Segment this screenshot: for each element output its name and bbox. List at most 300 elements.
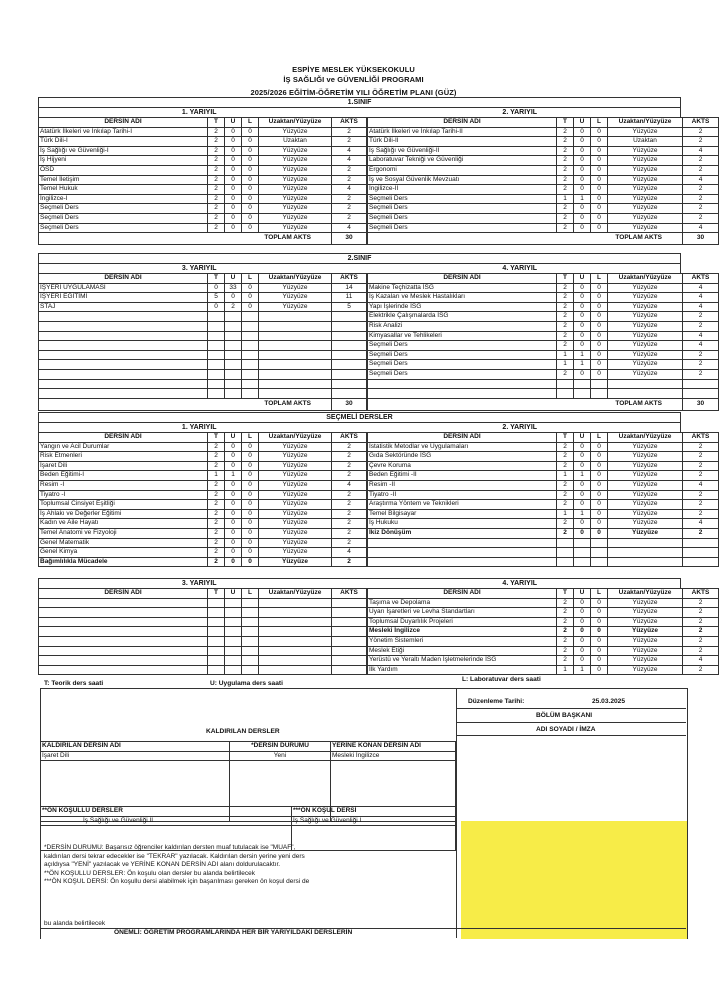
table-row [39, 146, 367, 156]
cell-akts: 2 [332, 175, 367, 185]
cell-akts: 2 [683, 528, 719, 538]
cell-t: 2 [208, 194, 225, 204]
cell-l: 0 [591, 293, 608, 303]
cell-akts: 2 [683, 369, 719, 379]
col-header-l: L [242, 118, 259, 128]
empty-row [39, 312, 367, 322]
cell-mode: Yüzyüze [259, 146, 332, 156]
note-3: açıldıysa "YENİ" yazılacak ve YERİNE KONAN DERSİN ADI alanı doldurulacaktır. [44, 861, 281, 868]
cell-akts: 2 [683, 500, 719, 510]
cell-name: Genel Matematik [39, 538, 208, 548]
cell-akts: 2 [683, 350, 719, 360]
prereq-col2: ***ÖN KOŞUL DERSİ [292, 807, 456, 817]
col-header-name: DERSİN ADI [39, 433, 208, 443]
cell-t: 2 [557, 146, 574, 156]
semester4-table [367, 273, 719, 411]
elective-block-2 [38, 578, 710, 675]
cell-name: İşaret Dili [39, 461, 208, 471]
cell-l: 0 [242, 127, 259, 137]
cell-u: 0 [225, 146, 242, 156]
cell-name: Beden Eğitimi -II [368, 471, 557, 481]
cell-akts: 11 [332, 293, 367, 303]
empty-row [39, 656, 367, 666]
sig-line-1 [456, 708, 686, 709]
table-row [39, 519, 367, 529]
table-row [368, 223, 719, 233]
cell-akts: 2 [332, 127, 367, 137]
cell-name: İngilizce-II [368, 185, 557, 195]
cell-u: 0 [574, 617, 591, 627]
table-row [39, 538, 367, 548]
table-row [368, 194, 719, 204]
elective-sem4-label: 4. YARIYIL [502, 580, 538, 587]
cell-name: Mesleki İngilizce [368, 627, 557, 637]
table-row [368, 617, 719, 627]
col-header-u: U [225, 589, 242, 599]
cell-mode: Yüzyüze [608, 321, 683, 331]
class1-block [38, 97, 710, 245]
cell-akts: 2 [332, 509, 367, 519]
cell-akts: 2 [332, 471, 367, 481]
cell-l: 0 [591, 471, 608, 481]
cell-akts: 2 [683, 461, 719, 471]
cell-t: 2 [557, 369, 574, 379]
cell-mode: Yüzyüze [259, 500, 332, 510]
cell-mode: Yüzyüze [608, 194, 683, 204]
cell-mode: Yüzyüze [608, 369, 683, 379]
cell-mode: Yüzyüze [608, 598, 683, 608]
cell-akts: 2 [332, 165, 367, 175]
cell-akts: 2 [683, 471, 719, 481]
table-row [39, 500, 367, 510]
cell-u: 0 [574, 369, 591, 379]
cell-u: 0 [574, 137, 591, 147]
empty-row [39, 646, 367, 656]
cell-akts: 4 [332, 548, 367, 558]
col-header-akts: AKTS [332, 118, 367, 128]
cell-u: 0 [225, 480, 242, 490]
notes-block [44, 844, 454, 887]
cell-u: 0 [574, 283, 591, 293]
cell-akts: 2 [683, 490, 719, 500]
cell-l: 0 [591, 369, 608, 379]
cell-t: 1 [557, 360, 574, 370]
cell-l: 0 [242, 538, 259, 548]
cell-u: 0 [574, 293, 591, 303]
cell-l: 0 [591, 360, 608, 370]
empty-row [368, 557, 719, 567]
cell-l: 0 [591, 665, 608, 675]
cell-l: 0 [591, 500, 608, 510]
date-value: 25.03.2025 [592, 698, 626, 705]
col-header-akts: AKTS [332, 274, 367, 284]
note-4: **ÖN KOŞULLU DERSLER: Ön koşulu olan dersler bu alanda belirtilecek [44, 869, 255, 877]
empty-row [368, 548, 719, 558]
table-row [368, 146, 719, 156]
cell-t: 2 [208, 480, 225, 490]
cell-mode: Yüzyüze [608, 293, 683, 303]
cell-name: İş Kazaları ve Meslek Hastalıkları [368, 293, 557, 303]
cell-l: 0 [242, 185, 259, 195]
cell-t: 2 [208, 461, 225, 471]
cell-akts: 2 [332, 204, 367, 214]
cell-u: 0 [574, 213, 591, 223]
cell-u: 0 [574, 519, 591, 529]
total-akts: 30 [332, 233, 367, 245]
cell-akts: 2 [332, 500, 367, 510]
cell-mode: Yüzyüze [608, 213, 683, 223]
cell-akts: 4 [332, 146, 367, 156]
cell-name: Genel Kimya [39, 548, 208, 558]
col-header-t: T [208, 433, 225, 443]
cell-l: 0 [591, 608, 608, 618]
cell-mode: Yüzyüze [259, 480, 332, 490]
col-header-t: T [208, 274, 225, 284]
cell-name: Risk Etmenleri [39, 452, 208, 462]
empty-row [39, 665, 367, 675]
table-row [39, 283, 367, 293]
cell-name: İş Hukuku [368, 519, 557, 529]
elective-sem3-label: 3. YARIYIL [181, 580, 217, 587]
prereq-col1: **ÖN KOŞULLU DERSLER [41, 807, 292, 817]
cell-akts: 2 [683, 127, 719, 137]
col-header-mode: Uzaktan/Yüzyüze [259, 274, 332, 284]
cell-t: 2 [557, 461, 574, 471]
cell-mode: Yüzyüze [259, 471, 332, 481]
cell-akts: 2 [683, 312, 719, 322]
table-row [368, 461, 719, 471]
cell-t: 2 [557, 528, 574, 538]
cell-name: Yerüstü ve Yeraltı Maden İşletmelerinde İSG [368, 656, 557, 666]
cell-mode: Yüzyüze [259, 213, 332, 223]
cell-mode: Yüzyüze [259, 548, 332, 558]
cell-mode: Yüzyüze [608, 471, 683, 481]
table-row [39, 480, 367, 490]
total-label: TOPLAM AKTS [368, 233, 683, 245]
removed-col1: KALDIRILAN DERSİN ADI [41, 742, 230, 752]
cell-u: 0 [225, 213, 242, 223]
program-name: İŞ SAĞLIĞI ve GÜVENLİĞİ PROGRAMI [283, 75, 424, 84]
cell-u: 0 [574, 165, 591, 175]
cell-t: 2 [208, 223, 225, 233]
cell-t: 2 [557, 312, 574, 322]
cell-name: İş Hijyeni [39, 156, 208, 166]
cell-u: 0 [225, 548, 242, 558]
col-header-akts: AKTS [332, 589, 367, 599]
cell-mode: Yüzyüze [259, 452, 332, 462]
cell-name: Ergonomi [368, 165, 557, 175]
cell-name: Kadın ve Aile Hayatı [39, 519, 208, 529]
cell-l: 0 [591, 194, 608, 204]
table-row [368, 137, 719, 147]
cell-t: 2 [557, 156, 574, 166]
cell-l: 0 [242, 519, 259, 529]
cell-name: Atatürk İlkeleri ve İnkılap Tarihi-II [368, 127, 557, 137]
elective-block [38, 412, 710, 567]
important-note: ÖNEMLİ: ÖĞRETİM PROGRAMLARINDA HER BİR YARIYILDAKİ DERSLERİN [114, 929, 353, 936]
cell-l: 0 [242, 528, 259, 538]
col-header-t: T [557, 274, 574, 284]
cell-u: 0 [225, 137, 242, 147]
cell-mode: Yüzyüze [608, 360, 683, 370]
cell-mode: Yüzyüze [259, 175, 332, 185]
col-header-mode: Uzaktan/Yüzyüze [259, 118, 332, 128]
cell-mode: Yüzyüze [608, 223, 683, 233]
cell-t: 2 [557, 442, 574, 452]
cell-u: 0 [225, 519, 242, 529]
note-1: *DERSİN DURUMU: Başarısız öğrenciler kaldırılan dersten muaf tutulacak ise "MUAF", [44, 844, 296, 851]
cell-t: 2 [208, 175, 225, 185]
cell-akts: 2 [683, 452, 719, 462]
cell-name: Seçmeli Ders [39, 213, 208, 223]
cell-u: 0 [574, 490, 591, 500]
cell-t: 2 [557, 127, 574, 137]
cell-name: Yangın ve Acil Durumlar [39, 442, 208, 452]
table-row [39, 461, 367, 471]
table-row [39, 509, 367, 519]
cell-l: 0 [591, 617, 608, 627]
cell-l: 0 [591, 312, 608, 322]
sig-line-3 [456, 735, 686, 736]
cell-name: Resim -II [368, 480, 557, 490]
table-row [368, 213, 719, 223]
cell-l: 0 [591, 598, 608, 608]
cell-name: Tiyatro -II [368, 490, 557, 500]
semester4-label: 4. YARIYIL [502, 265, 538, 272]
cell-u: 0 [225, 127, 242, 137]
cell-l: 0 [242, 204, 259, 214]
prereq-required: İş Sağlığı ve Güvenliği I [292, 816, 456, 826]
class2-title: 2.SINIF [38, 253, 681, 264]
col-header-mode: Uzaktan/Yüzyüze [608, 118, 683, 128]
cell-u: 2 [225, 302, 242, 312]
cell-l: 0 [591, 461, 608, 471]
table-row [39, 557, 367, 567]
cell-l: 0 [591, 636, 608, 646]
col-header-t: T [557, 589, 574, 599]
cell-u: 0 [574, 302, 591, 312]
table-row [368, 127, 719, 137]
cell-akts: 4 [683, 656, 719, 666]
cell-t: 1 [557, 194, 574, 204]
cell-l: 0 [591, 490, 608, 500]
cell-t: 2 [208, 442, 225, 452]
cell-akts: 2 [332, 442, 367, 452]
cell-l: 0 [242, 146, 259, 156]
cell-l: 0 [242, 509, 259, 519]
cell-akts: 2 [332, 490, 367, 500]
cell-l: 0 [591, 480, 608, 490]
col-header-name: DERSİN ADI [368, 433, 557, 443]
role-label: BÖLÜM BAŞKANI [536, 712, 593, 719]
cell-t: 2 [557, 223, 574, 233]
cell-u: 0 [225, 185, 242, 195]
cell-l: 0 [591, 509, 608, 519]
col-header-t: T [208, 589, 225, 599]
table-row [368, 321, 719, 331]
cell-name: Bağımlılıkla Mücadele [39, 557, 208, 567]
cell-l: 0 [242, 480, 259, 490]
cell-mode: Yüzyüze [259, 557, 332, 567]
table-row [368, 204, 719, 214]
removed-title: KALDIRILAN DERSLER [206, 728, 280, 735]
cell-mode: Yüzyüze [259, 283, 332, 293]
cell-t: 2 [208, 490, 225, 500]
semester1-label: 1. YARIYIL [181, 109, 217, 116]
cell-mode: Yüzyüze [259, 442, 332, 452]
cell-u: 0 [225, 442, 242, 452]
legend-l: L: Laboratuvar ders saati [462, 676, 541, 683]
cell-name: İngilizce-I [39, 194, 208, 204]
cell-akts: 2 [683, 213, 719, 223]
cell-akts: 2 [683, 665, 719, 675]
cell-name: Türk Dili-II [368, 137, 557, 147]
col-header-mode: Uzaktan/Yüzyüze [259, 433, 332, 443]
cell-t: 2 [557, 608, 574, 618]
elective-sem2-table [367, 432, 719, 567]
cell-t: 1 [208, 471, 225, 481]
col-header-u: U [225, 433, 242, 443]
bottom-divider [456, 688, 457, 938]
cell-u: 0 [574, 500, 591, 510]
cell-name: İş Sağlığı ve Güvenliği-II [368, 146, 557, 156]
school-name: ESPİYE MESLEK YÜKSEKOKULU [292, 65, 415, 74]
total-label: TOPLAM AKTS [368, 398, 683, 410]
table-row [368, 627, 719, 637]
cell-t: 2 [557, 165, 574, 175]
cell-t: 2 [208, 548, 225, 558]
col-header-u: U [574, 118, 591, 128]
table-row [368, 185, 719, 195]
cell-t: 2 [557, 331, 574, 341]
col-header-l: L [591, 274, 608, 284]
cell-t: 2 [557, 500, 574, 510]
cell-mode: Yüzyüze [608, 636, 683, 646]
cell-mode: Yüzyüze [608, 490, 683, 500]
empty-row [39, 360, 367, 370]
table-row [39, 156, 367, 166]
cell-t: 2 [208, 528, 225, 538]
cell-l: 0 [242, 213, 259, 223]
cell-l: 0 [242, 165, 259, 175]
cell-u: 1 [225, 471, 242, 481]
cell-name: Çevre Koruma [368, 461, 557, 471]
cell-mode: Yüzyüze [259, 127, 332, 137]
cell-akts: 2 [683, 442, 719, 452]
cell-u: 0 [574, 598, 591, 608]
col-header-u: U [225, 118, 242, 128]
cell-t: 2 [557, 636, 574, 646]
semester3-table [38, 273, 367, 411]
cell-l: 0 [242, 194, 259, 204]
cell-name: Seçmeli Ders [368, 223, 557, 233]
total-akts: 30 [332, 398, 367, 410]
elective-sem2-label: 2. YARIYIL [502, 424, 538, 431]
cell-mode: Yüzyüze [608, 528, 683, 538]
empty-row [39, 369, 367, 379]
cell-u: 0 [225, 490, 242, 500]
cell-akts: 2 [683, 156, 719, 166]
cell-u: 0 [574, 146, 591, 156]
cell-name: İstatistik Metodlar ve Uygulamaları [368, 442, 557, 452]
cell-akts: 14 [332, 283, 367, 293]
cell-t: 5 [208, 293, 225, 303]
cell-name: Seçmeli Ders [368, 369, 557, 379]
legend-t: T: Teorik ders saati [44, 680, 104, 687]
cell-akts: 2 [332, 213, 367, 223]
cell-akts: 2 [332, 194, 367, 204]
cell-t: 2 [557, 341, 574, 351]
cell-u: 0 [574, 646, 591, 656]
table-row [368, 519, 719, 529]
table-row [39, 528, 367, 538]
table-row [368, 341, 719, 351]
table-row [39, 137, 367, 147]
elective-sem1-label: 1. YARIYIL [181, 424, 217, 431]
cell-l: 0 [591, 302, 608, 312]
cell-u: 0 [574, 452, 591, 462]
cell-mode: Yüzyüze [608, 656, 683, 666]
table-row [368, 480, 719, 490]
cell-akts: 2 [683, 627, 719, 637]
cell-name: İlk Yardım [368, 665, 557, 675]
plan-title: 2025/2026 EĞİTİM-ÖĞRETİM YILI ÖĞRETİM PLANI (GÜZ) [250, 88, 457, 97]
cell-name: Toplumsal Duyarlılık Projeleri [368, 617, 557, 627]
cell-name: Taşıma ve Depolama [368, 598, 557, 608]
removed-col2: *DERSİN DURUMU [230, 742, 331, 752]
cell-l: 0 [242, 156, 259, 166]
cell-name: ÖSD [39, 165, 208, 175]
cell-l: 0 [591, 283, 608, 293]
empty-row [39, 379, 367, 389]
cell-l: 0 [591, 350, 608, 360]
cell-t: 2 [557, 480, 574, 490]
cell-t: 2 [557, 283, 574, 293]
cell-t: 2 [208, 185, 225, 195]
cell-mode: Yüzyüze [608, 283, 683, 293]
cell-t: 2 [557, 598, 574, 608]
cell-mode: Yüzyüze [608, 204, 683, 214]
cell-name: Türk Dili-I [39, 137, 208, 147]
table-row [368, 175, 719, 185]
cell-u: 0 [225, 528, 242, 538]
cell-name: Seçmeli Ders [39, 223, 208, 233]
cell-akts: 2 [332, 452, 367, 462]
cell-u: 0 [225, 223, 242, 233]
cell-u: 0 [574, 312, 591, 322]
empty-row [39, 350, 367, 360]
cell-name: Beden Eğitimi-I [39, 471, 208, 481]
cell-mode: Yüzyüze [259, 156, 332, 166]
cell-u: 0 [225, 204, 242, 214]
table-row [368, 452, 719, 462]
cell-u: 1 [574, 194, 591, 204]
table-row [368, 360, 719, 370]
cell-t: 2 [557, 213, 574, 223]
cell-name: Araştırma Yöntem ve Teknikleri [368, 500, 557, 510]
table-row [368, 490, 719, 500]
table-row [368, 636, 719, 646]
cell-mode: Yüzyüze [259, 509, 332, 519]
cell-t: 2 [557, 137, 574, 147]
cell-t: 2 [557, 452, 574, 462]
cell-t: 2 [557, 185, 574, 195]
cell-akts: 4 [683, 283, 719, 293]
cell-l: 0 [242, 500, 259, 510]
cell-name: Resim -I [39, 480, 208, 490]
cell-t: 2 [557, 656, 574, 666]
col-header-akts: AKTS [332, 433, 367, 443]
